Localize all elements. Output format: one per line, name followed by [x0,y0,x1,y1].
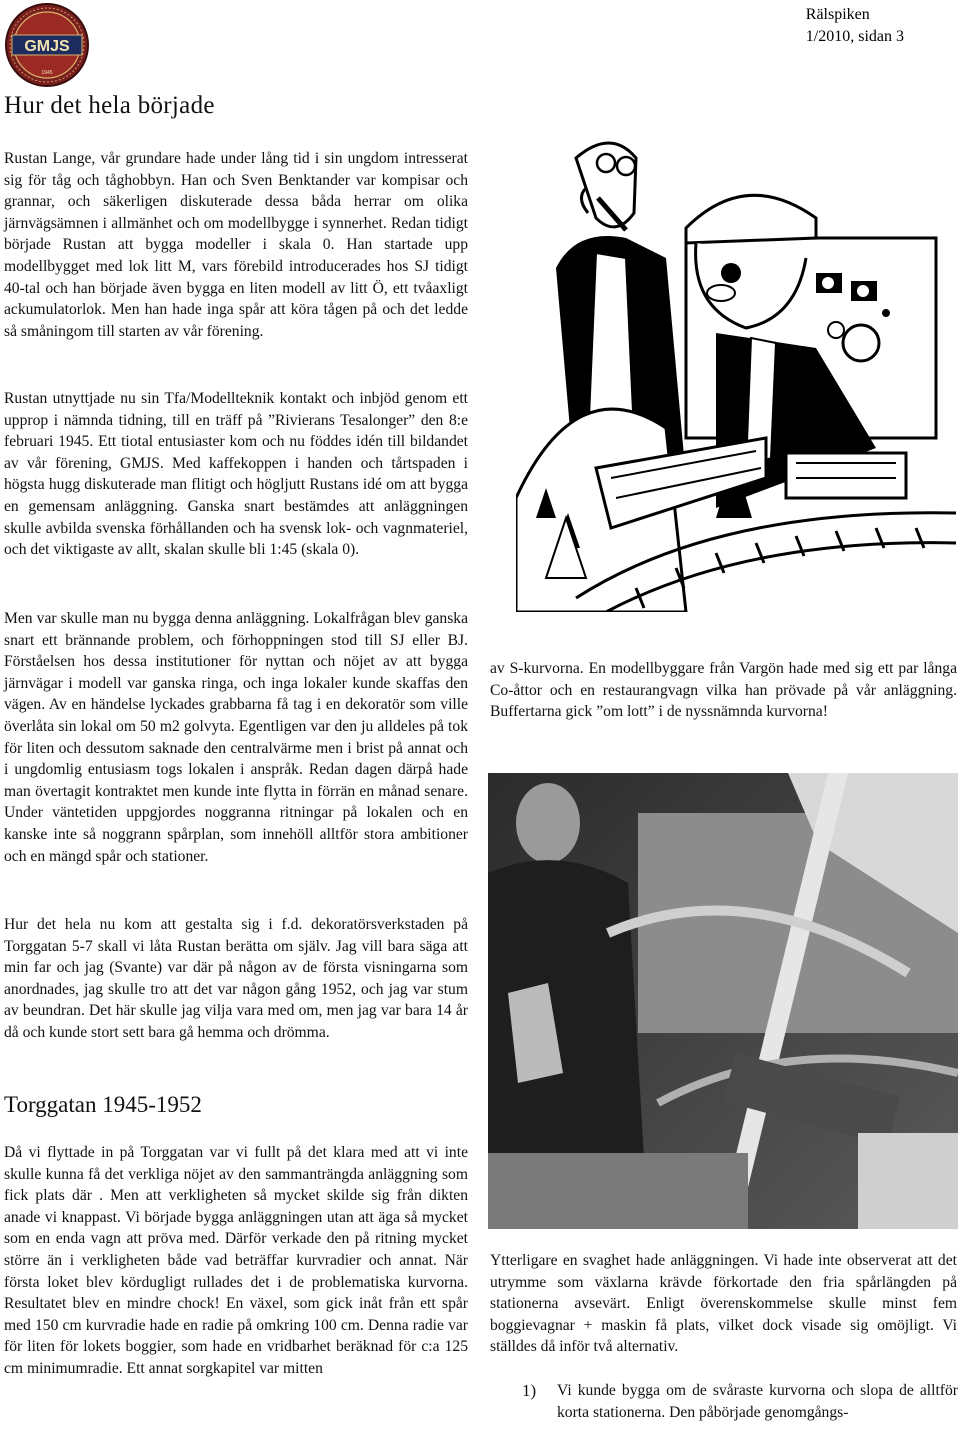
publication-name: Rälspiken [805,6,870,23]
paragraph-1: Rustan Lange, vår grundare hade under lång tid i sin ungdom intresserat sig för tåg och tåghobbyn. Han och Sven Benktander var kompisar och grannar, och säkerligen diskuterade dessa båda herrar om olika järnvägsämnen i allmänhet och om modellbygge i synnerhet. Redan tidigt började Rustan att bygga modeller i skala 0. Han startade upp modellbygget med lok litt M, vars förebild introducerades hos SJ tidigt 40-tal och han började även bygga en liten modell av litt Ö, ett tvåaxligt ackumulatorlok. Men han hade inga spår att köra tågen på och det ledde så småningom till starten av vår förening. [4,150,468,340]
right-paragraph-1: av S-kurvorna. En modellbyggare från Vargön hade med sig ett par långa Co-åttor och en restaurangvagn vilka han prövade på vår anläggning. Buffertarna gick ”om lott” i de nyssnämnda kurvorna! [490,660,957,721]
svg-text:1945: 1945 [41,70,53,76]
gmjs-logo [4,2,90,88]
page-header [806,4,904,48]
list-number: 1) [522,1381,537,1400]
numbered-list-item [522,1380,958,1423]
issue-page: 1/2010, sidan 3 [805,28,904,45]
section-title: Torggatan 1945-1952 [4,1092,202,1117]
layout-photograph [488,773,958,1229]
paragraph-2: Rustan utnyttjade nu sin Tfa/Modellteknik kontakt och inbjöd genom ett upprop i nämnda tidning, till en träff på ”Rivierans Tesalonger” den 8:e februari 1945. Ett tiotal entusiaster kom och nu föddes idén till bildandet av vår förening, GMJS. Med kaffekoppen i handen och tårtspaden i högsta hugg diskuterade man flitigt och högljutt Rustans idé om att bygga en gemensam anläggning. Ganska snart bestämdes att anläggningen skulle avbilda svenska förhållanden och ha svensk lok- och vagnmateriel, och det viktigaste av allt, skalan skulle bli 1:45 (skala 0). [4,390,468,559]
article-title: Hur det hela började [4,92,215,119]
logo-text: GMJS [24,38,70,55]
paragraph-4: Hur det hela nu kom att gestalta sig i f.d. dekoratörsverkstaden på Torggatan 5-7 skall vi låta Rustan berätta om själv. Jag vill bara säga att min far och jag (Svante) var där på någon av de första visningarna som anordnades, jag skulle tro att det var någon gång 1952, och jag var stum av beundran. Det här skulle jag vilja vara med om, men jag var bara 14 år då och kunde stort sett bara gå hemma och drömma. [4,916,468,1041]
list-item-text: Vi kunde bygga om de svåraste kurvorna och slopa de alltför korta stationerna. Den påbörjade genomgångs- [557,1382,958,1421]
paragraph-3: Men var skulle man nu bygga denna anläggning. Lokalfrågan blev ganska snart ett brännande problem, och förhoppningen stod till SJ eller BJ. Förståelsen hos dessa institutioner för nyttan och nöjet av att bygga järnvägar i modell var ganska ringa, och inga lokaler kunde skaffas den vägen. Av en händelse lyckades grabbarna få tag i en dekoratör som ville överlåta sin lokal om 50 m2 golvyta. Egentligen var den ju alldeles på tok för liten och dessutom saknade den centralvärme men i brist på annat och i ungdomlig entusiasm togs lokalen i anspråk. Redan dagen därpå hade man övertagit kontraktet men kunde inte flytta in förrän en månad senare. Under väntetiden uppgjordes noggranna ritningar på lokalen och en kanske inte så noggrann spårplan, som innehöll alltför stora ambitioner och en mängd spår och stationer. [4,610,468,865]
right-paragraph-2: Ytterligare en svaghet hade anläggningen. Vi hade inte observerat att det utrymme som växlarna krävde förkortade den fria spårlängden på stationerna avsevärt. Enligt överenskommelse skulle minst fem boggievagnar + maskin få plats, vilket dock visade sig omöjligt. Vi ställdes då inför två alternativ. [490,1252,957,1356]
cartoon-illustration [516,118,956,612]
paragraph-5: Då vi flyttade in på Torggatan var vi fullt på det klara med att vi inte skulle kunna få det verkliga nöjet av den sammanträngda anläggning som fick plats där . Men att verkligheten så mycket skilde sig från dikten anade vi knappast. Vi började bygga anläggningen utan att äga så mycket som en enda vagn att pröva med. Därför verkade den på ritning mycket större än i verkligheten både vad beträffar kurvradier och annat. När första loket blev kördugligt rullades det i de problematiska kurvorna. Resultatet blev en mindre chock! En växel, som gick inåt från ett spår med 150 cm kurvradie hade en radie på omkring 100 cm. Denna radie var för liten för lokets boggier, som hade en vridbarhet beräknad för c:a 125 cm minimumradie. Ett annat sorgkapitel var mitten [4,1144,468,1377]
